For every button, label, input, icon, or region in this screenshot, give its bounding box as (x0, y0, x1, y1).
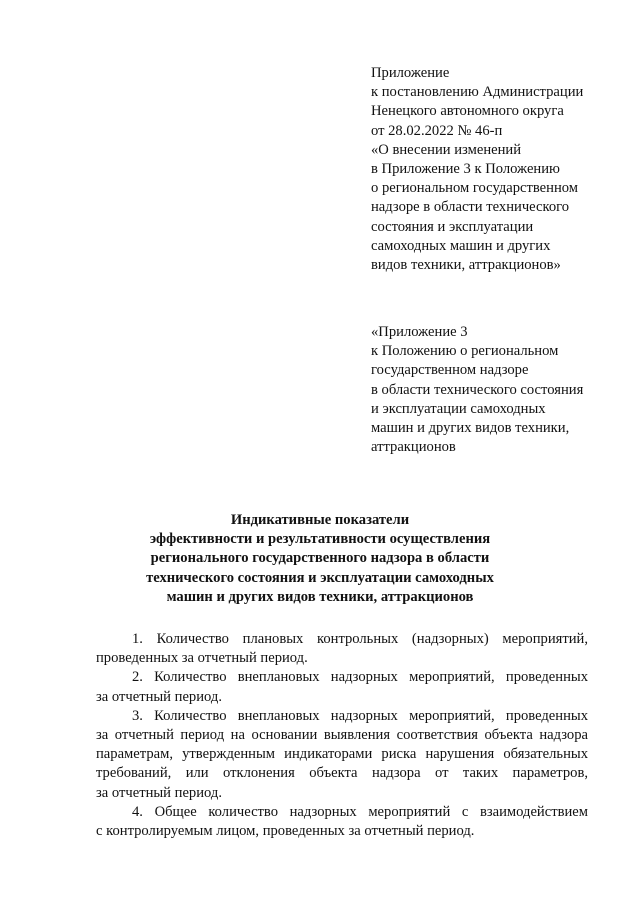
title-line: машин и других видов техники, аттракционов (166, 588, 474, 605)
annex-line: аттракционов (371, 439, 456, 456)
annex-line: государственном надзоре (371, 362, 529, 379)
annex-line: видов техники, аттракционов» (371, 257, 561, 274)
annex-line: «Приложение 3 (371, 324, 468, 340)
paragraph-line: 1. Количество плановых контрольных (надзорных) мероприятий, (132, 631, 588, 647)
paragraph-line: требований, или отклонения объекта надзора от таких параметров, (96, 765, 588, 782)
indicator-list (96, 630, 588, 841)
annex-line: надзоре в области технического (371, 199, 570, 216)
paragraph-line: за отчетный период на основании выявления соответствия объекта надзора (96, 727, 588, 744)
paragraph-line: 2. Количество внеплановых надзорных мероприятий, проведенных (132, 669, 588, 686)
title-line: регионального государственного надзора в области (150, 550, 490, 567)
annex-line: в Приложение 3 к Положению (371, 161, 560, 178)
annex-line: Ненецкого автономного округа (371, 103, 564, 120)
annex-line: в области технического состояния (371, 381, 584, 398)
annex-line: о региональном государственном (371, 180, 579, 197)
list-item (96, 630, 588, 668)
paragraph-line: за отчетный период. (96, 688, 222, 705)
paragraph-line: с контролируемым лицом, проведенных за отчетный период. (96, 823, 475, 840)
annex-line: к Положению о региональном (371, 343, 559, 360)
annex-line: Приложение (371, 65, 450, 81)
paragraph-line: за отчетный период. (96, 784, 222, 801)
annex-line: самоходных машин и других (371, 237, 551, 254)
paragraph-line: параметрам, утвержденным индикаторами риска нарушения обязательных (96, 746, 588, 763)
annex-line: и эксплуатации самоходных (371, 400, 546, 417)
annex-header-decree (371, 64, 583, 275)
annex-header-regulation (371, 323, 583, 457)
annex-line: машин и других видов техники, (371, 420, 570, 437)
paragraph-line: 4. Общее количество надзорных мероприятий с взаимодействием (132, 803, 588, 820)
title-line: технического состояния и эксплуатации самоходных (146, 569, 494, 586)
annex-line: «О внесении изменений (371, 141, 522, 158)
paragraph-line: 3. Количество внеплановых надзорных мероприятий, проведенных (132, 707, 588, 724)
list-item (96, 668, 588, 706)
list-item (96, 803, 588, 841)
document-title (96, 511, 544, 607)
paragraph-line: проведенных за отчетный период. (96, 650, 308, 667)
annex-line: состояния и эксплуатации (371, 218, 534, 235)
annex-line: от 28.02.2022 № 46-п (371, 122, 503, 139)
annex-line: к постановлению Администрации (371, 84, 584, 101)
title-line: эффективности и результативности осуществления (149, 531, 491, 548)
list-item (96, 707, 588, 803)
title-line: Индикативные показатели (230, 512, 410, 528)
